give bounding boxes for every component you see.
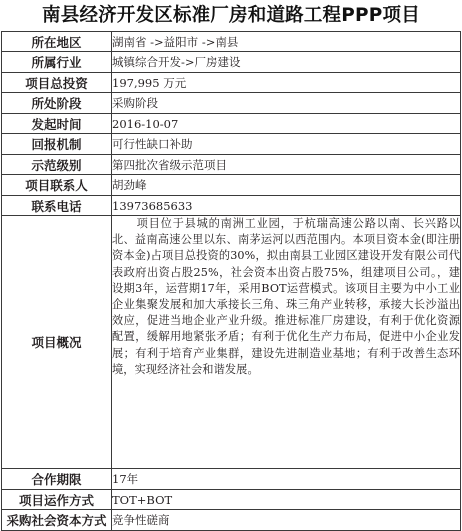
row-label: 示范级别 xyxy=(2,155,112,175)
page-title: 南县经济开发区标准厂房和道路工程PPP项目 xyxy=(42,5,420,26)
table-row-return-mechanism xyxy=(2,134,461,155)
table-row-industry xyxy=(2,52,461,73)
row-value: 197,995 万元 xyxy=(112,73,461,93)
table-row-total-investment xyxy=(2,73,461,93)
row-label: 所属行业 xyxy=(2,52,112,73)
row-label: 采购社会资本方式 xyxy=(2,510,112,531)
row-value: 城镇综合开发->厂房建设 xyxy=(112,52,461,73)
row-value: TOT+BOT xyxy=(112,490,461,510)
row-label: 项目总投资 xyxy=(2,73,112,93)
row-value: 第四批次省级示范项目 xyxy=(112,155,461,175)
row-label: 所处阶段 xyxy=(2,93,112,114)
row-value: 湖南省 ->益阳市 ->南县 xyxy=(112,32,461,52)
row-label: 项目联系人 xyxy=(2,175,112,196)
row-label: 回报机制 xyxy=(2,134,112,155)
row-value: 2016-10-07 xyxy=(112,114,461,134)
row-value: 17年 xyxy=(112,469,461,490)
project-summary-cell xyxy=(112,216,461,469)
row-value: 采购阶段 xyxy=(112,93,461,114)
project-info-table xyxy=(1,31,461,531)
row-label: 合作期限 xyxy=(2,469,112,490)
row-value: 胡劲峰 xyxy=(112,175,461,196)
row-label: 项目运作方式 xyxy=(2,490,112,510)
table-row-project-summary xyxy=(2,216,461,469)
project-summary-text: 项目位于县城的南洲工业园，于杭瑞高速公路以南、长兴路以北、益南高速公里以东、南茅运河以西范围内。本项目资本金(即注册资本金)占项目总投资的30%，拟由南县工业园区建设开发有限公司代表政府出资占股25%，社会资本出资占股75%，组建项目公司。，建设期3年，运营期17年，采用BOT运营模式。该项目主要为中小工业企业集聚发展和加大承接长三角、珠三角产业转移，承接大长沙溢出效应，促进当地企业产业升级。推进标准厂房建设，有利于优化资源配置，缓解用地紧张矛盾；有利于优化生产力布局，促进中小企业发展；有利于培育产业集群，建设先进制造业基地；有利于改善生态环境，实现经济社会和谐发展。 xyxy=(112,217,460,376)
table-row-region xyxy=(2,32,461,52)
table-row-cooperation-period xyxy=(2,469,461,490)
row-value: 13973685633 xyxy=(112,196,461,216)
table-row-contact-phone xyxy=(2,196,461,216)
table-row-procurement-method xyxy=(2,510,461,531)
row-value: 竞争性磋商 xyxy=(112,510,461,531)
table-row-launch-date xyxy=(2,114,461,134)
row-label: 项目概况 xyxy=(2,216,112,469)
row-label: 所在地区 xyxy=(2,32,112,52)
table-row-contact-person xyxy=(2,175,461,196)
row-label: 联系电话 xyxy=(2,196,112,216)
table-row-demo-level xyxy=(2,155,461,175)
table-row-stage xyxy=(2,93,461,114)
row-label: 发起时间 xyxy=(2,114,112,134)
row-value: 可行性缺口补助 xyxy=(112,134,461,155)
